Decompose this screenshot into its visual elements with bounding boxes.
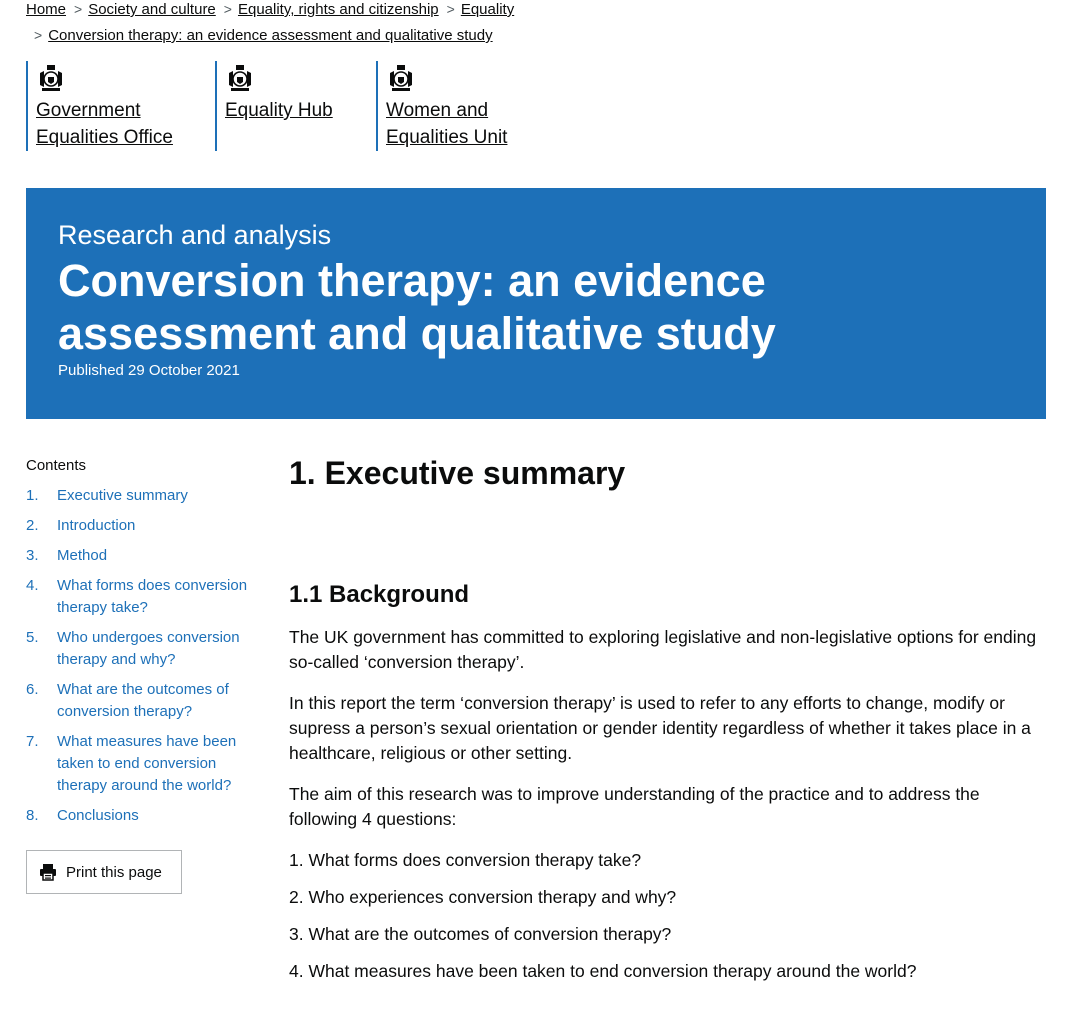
body-paragraph: The UK government has committed to exploring legislative and non-legislative options for ending so-called ‘conversion therapy’. [289,627,1037,672]
royal-crest-icon [36,63,66,93]
org-name-line[interactable]: Women and [386,100,489,121]
contents-item[interactable] [26,805,266,827]
contents-item[interactable] [26,731,258,797]
contents-item-link[interactable]: Introduction [57,517,136,534]
print-page-button[interactable] [26,850,182,894]
list-item: 2. Who experiences conversion therapy and why? [289,887,677,907]
contents-item-link[interactable]: What forms does conversion therapy take? [57,577,248,616]
contents-item-link[interactable]: Who undergoes conversion therapy and why? [57,629,240,668]
main-content [289,452,1049,996]
body-paragraph: In this report the term ‘conversion therapy’ is used to refer to any efforts to change, modify or supress a person’s sexual orientation or gender identity regardless of whether it takes place in a healthcare, religious or other setting. [289,693,1031,763]
org-women-and-equalities-unit[interactable] [376,61,536,151]
org-equality-hub[interactable] [215,61,365,151]
contents-item-number: 4. [26,577,39,594]
printer-icon [39,863,57,881]
list-item: 4. What measures have been taken to end conversion therapy around the world? [289,961,917,981]
list-item: 1. What forms does conversion therapy take? [289,850,642,870]
contents-heading: Contents [26,457,87,474]
contents-item-number: 6. [26,681,39,698]
contents-item-number: 8. [26,807,39,824]
royal-crest-icon [386,63,416,93]
org-government-equalities-office[interactable] [26,61,206,151]
contents-list [26,485,266,827]
breadcrumb-society-and-culture[interactable]: Society and culture [88,1,216,18]
page-title-line: Conversion therapy: an evidence [58,255,766,306]
subsection-heading: 1.1 Background [289,581,470,608]
breadcrumb-equality-rights-citizenship[interactable]: Equality, rights and citizenship [237,1,439,18]
breadcrumb-home[interactable]: Home [26,1,67,18]
contents-item-link[interactable]: What measures have been taken to end conversion therapy around the world? [57,733,237,794]
chevron-right-icon: > [74,1,83,17]
breadcrumb-row [34,26,493,45]
document-type: Research and analysis [58,220,332,250]
contents-item[interactable] [26,575,266,619]
org-name-line[interactable]: Equalities Unit [386,127,508,148]
contents-item-link[interactable]: What are the outcomes of conversion therapy? [57,681,229,720]
org-name-line[interactable]: Government [36,100,141,121]
breadcrumb-row [26,0,514,19]
contents-item[interactable] [26,515,266,537]
page-title-line: assessment and qualitative study [58,308,776,359]
breadcrumb-current-page[interactable]: Conversion therapy: an evidence assessment and qualitative study [48,27,493,44]
body-paragraph: The aim of this research was to improve understanding of the practice and to address the following 4 questions: [289,784,980,829]
contents-nav [26,456,266,835]
page-title [58,254,1014,360]
contents-item[interactable] [26,545,266,567]
contents-item-link[interactable]: Conclusions [57,807,139,824]
contents-item-number: 5. [26,629,39,646]
royal-crest-icon [225,63,255,93]
contents-item-number: 1. [26,487,39,504]
contents-item[interactable] [26,679,258,723]
breadcrumb-equality[interactable]: Equality [460,1,515,18]
questions-list [289,848,1049,984]
org-name-line[interactable]: Equalities Office [36,127,173,148]
contents-item-number: 3. [26,547,39,564]
contents-item[interactable] [26,627,266,671]
published-date: Published 29 October 2021 [58,362,240,379]
chevron-right-icon: > [223,1,232,17]
contents-item-number: 7. [26,733,39,750]
contents-item-link[interactable]: Method [57,547,108,564]
list-item: 3. What are the outcomes of conversion therapy? [289,924,672,944]
chevron-right-icon: > [34,27,43,43]
print-page-label: Print this page [66,863,162,881]
org-name-line[interactable]: Equality Hub [225,100,333,121]
contents-item[interactable] [26,485,266,507]
chevron-right-icon: > [446,1,455,17]
title-banner [26,188,1046,419]
section-heading: 1. Executive summary [289,455,626,491]
contents-item-number: 2. [26,517,39,534]
contents-item-link[interactable]: Executive summary [57,487,188,504]
